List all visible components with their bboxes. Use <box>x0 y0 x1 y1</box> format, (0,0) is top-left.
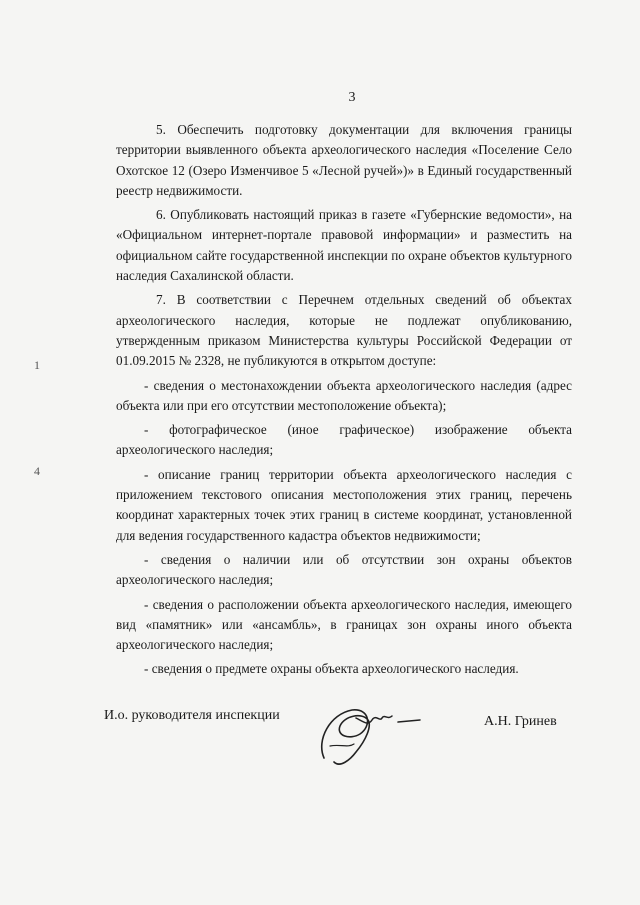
bullet-protection-zones: - сведения о наличии или об отсутствии зон охраны объектов археологического наследия; <box>116 551 572 588</box>
bullet-location: - сведения о местонахождении объекта археологического наследия (адрес объекта или при его отсутствии местоположение объекта); <box>116 377 572 413</box>
bullet-photo: - фотографическое (иное графическое) изображение объекта археологического наследия; <box>116 422 572 458</box>
handwritten-signature <box>310 700 430 780</box>
bullet-boundaries: - описание границ территории объекта археологического наследия с приложением текстового описания местоположения этих границ, перечень координат характерных точек этих границ в системе координат, установленной для ведения государственного кадастра объектов недвижимости; <box>116 466 572 543</box>
margin-mark: 1 <box>34 358 40 372</box>
paragraph-6: 6. Опубликовать настоящий приказ в газете «Губернские ведомости», на «Официальном интернет-портале правовой информации» и разместить на официальном сайте государственной инспекции по охране объектов культурного наследия Сахалинской области. <box>116 207 572 284</box>
signature-block <box>104 700 564 780</box>
paragraph-5: 5. Обеспечить подготовку документации для включения границы территории выявленного объекта археологического наследия «Поселение Село Охотское 12 (Озеро Изменчивое 5 «Лесной ручей»)» в Единый государственный реестр недвижимости. <box>116 122 572 198</box>
document-body <box>116 120 572 684</box>
signatory-title: И.о. руководителя инспекции <box>104 708 280 723</box>
margin-mark: 4 <box>34 464 40 478</box>
signatory-name: А.Н. Гринев <box>484 714 557 729</box>
bullet-monument-location: - сведения о расположении объекта археологического наследия, имеющего вид «памятник» или «ансамбль», в границах зон охраны иного объекта археологического наследия; <box>116 596 572 653</box>
bullet-subject-protection: - сведения о предмете охраны объекта археологического наследия. <box>144 661 519 677</box>
paragraph-7: 7. В соответствии с Перечнем отдельных сведений об объектах археологического наследия, которые не подлежат опубликованию, утвержденным приказом Министерства культуры Российской Федерации от 01.09.2015 № 2328, не публикуются в открытом доступе: <box>116 292 572 369</box>
page-number: 3 <box>348 90 356 105</box>
